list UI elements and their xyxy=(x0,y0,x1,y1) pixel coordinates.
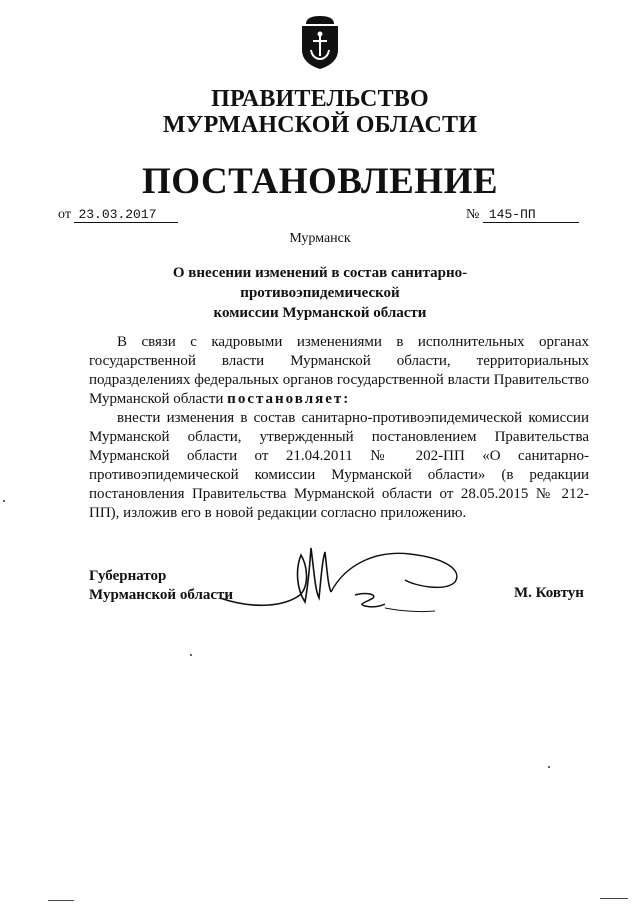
scan-speck xyxy=(190,654,192,656)
date-value: 23.03.2017 xyxy=(74,208,178,223)
number-value: 145-ПП xyxy=(483,208,579,223)
scan-edge-mark xyxy=(48,900,74,901)
number-prefix: № xyxy=(466,207,480,222)
resolution-keyword: постановляет: xyxy=(227,391,351,407)
body-paragraph-1 xyxy=(89,333,589,409)
document-subject xyxy=(100,263,540,323)
subject-line2: комиссии Мурманской области xyxy=(213,305,427,321)
document-date xyxy=(58,207,178,223)
document-type-title: ПОСТАНОВЛЕНИЕ xyxy=(141,161,499,202)
signatory-title-line2: Мурманской области xyxy=(89,587,234,603)
organization-name-line1: ПРАВИТЕЛЬСТВО xyxy=(211,86,429,112)
scan-edge-mark xyxy=(600,898,628,899)
city-name: Мурманск xyxy=(289,231,351,246)
scan-speck xyxy=(3,500,5,502)
signatory-title xyxy=(89,567,233,605)
date-prefix: от xyxy=(58,207,71,222)
organization-name-line2: МУРМАНСКОЙ ОБЛАСТИ xyxy=(162,112,478,138)
paragraph-1-text: В связи с кадровыми изменениями в исполнительных органах государственной власти Мурманской области, территориальных подразделениях федеральных органов государственной власти Правительство Мурманской области xyxy=(89,334,589,407)
scan-speck xyxy=(548,766,550,768)
signatory-title-line1: Губернатор xyxy=(89,568,167,584)
coat-of-arms-icon xyxy=(298,12,342,70)
handwritten-signature xyxy=(215,540,475,620)
signatory-name: М. Ковтун xyxy=(514,585,584,601)
subject-line1: О внесении изменений в состав санитарно-противоэпидемической xyxy=(172,265,468,301)
document-body xyxy=(89,333,589,523)
body-paragraph-2: внести изменения в состав санитарно-противоэпидемической комиссии Мурманской области, утвержденный постановлением Правительства Мурманской области от 21.04.2011 № 202-ПП «О санитарно-противоэпидемической комиссии Мурманской области» (в редакции постановления Правительства Мурманской области от 28.05.2015 № 212-ПП), изложив его в новой редакции согласно приложению. xyxy=(89,410,589,521)
document-number xyxy=(466,207,579,223)
